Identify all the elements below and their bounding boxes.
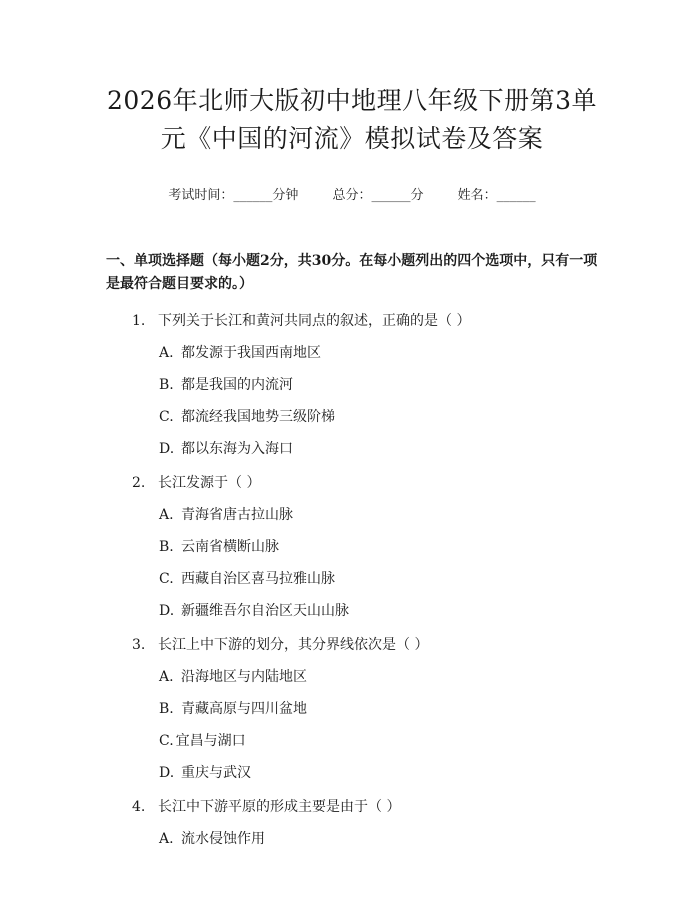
option-2b bbox=[159, 538, 600, 556]
option-label: B. bbox=[159, 377, 174, 393]
option-text: 宜昌与湖口 bbox=[175, 733, 246, 749]
total-score: 总分：______分 bbox=[332, 188, 424, 203]
question-number: 3. bbox=[132, 637, 146, 653]
option-3c bbox=[159, 732, 600, 750]
option-1d bbox=[159, 440, 600, 458]
option-label: A. bbox=[159, 507, 174, 523]
question-text: 长江中下游平原的形成主要是由于（ ） bbox=[158, 799, 401, 815]
option-label: D. bbox=[159, 441, 175, 457]
option-label: A. bbox=[159, 831, 174, 847]
option-label: A. bbox=[159, 345, 174, 361]
option-3a bbox=[159, 668, 600, 686]
question-1 bbox=[132, 312, 600, 330]
option-text: 青海省唐古拉山脉 bbox=[181, 507, 293, 523]
question-4 bbox=[132, 798, 600, 816]
option-4a bbox=[159, 830, 600, 848]
option-label: C. bbox=[159, 409, 174, 425]
question-3 bbox=[132, 636, 600, 654]
option-2a bbox=[159, 506, 600, 524]
option-label: D. bbox=[159, 765, 175, 781]
exam-time: 考试时间：______分钟 bbox=[168, 188, 299, 203]
option-3b bbox=[159, 700, 600, 718]
question-text: 长江上中下游的划分，其分界线依次是（ ） bbox=[158, 637, 429, 653]
question-number: 4. bbox=[132, 799, 146, 815]
option-label: B. bbox=[159, 701, 174, 717]
option-2c bbox=[159, 570, 600, 588]
question-text: 长江发源于（ ） bbox=[158, 475, 261, 491]
question-text: 下列关于长江和黄河共同点的叙述，正确的是（ ） bbox=[158, 313, 471, 329]
option-text: 都发源于我国西南地区 bbox=[181, 345, 321, 361]
option-1b bbox=[159, 376, 600, 394]
option-text: 都流经我国地势三级阶梯 bbox=[181, 409, 335, 425]
option-text: 西藏自治区喜马拉雅山脉 bbox=[181, 571, 335, 587]
option-label: B. bbox=[159, 539, 174, 555]
question-number: 1. bbox=[132, 313, 146, 329]
option-text: 新疆维吾尔自治区天山山脉 bbox=[181, 603, 349, 619]
option-text: 重庆与武汉 bbox=[181, 765, 251, 781]
option-text: 流水侵蚀作用 bbox=[181, 831, 265, 847]
page-title bbox=[104, 82, 600, 158]
option-label: C. bbox=[159, 571, 174, 587]
title-line-1: 2026年北师大版初中地理八年级下册第3单 bbox=[106, 86, 598, 115]
option-text: 都是我国的内流河 bbox=[181, 377, 293, 393]
question-number: 2. bbox=[132, 475, 146, 491]
option-text: 青藏高原与四川盆地 bbox=[181, 701, 307, 717]
option-label: A. bbox=[159, 669, 174, 685]
option-label: D. bbox=[159, 603, 175, 619]
option-1a bbox=[159, 344, 600, 362]
option-label: C. bbox=[159, 733, 174, 749]
section-heading: 一、单项选择题（每小题2分，共30分。在每小题列出的四个选项中，只有一项是最符合题目要求的。） bbox=[106, 253, 598, 292]
question-2 bbox=[132, 474, 600, 492]
option-text: 云南省横断山脉 bbox=[181, 539, 279, 555]
title-line-2: 元《中国的河流》模拟试卷及答案 bbox=[160, 124, 544, 153]
option-3d bbox=[159, 764, 600, 782]
option-text: 沿海地区与内陆地区 bbox=[181, 669, 307, 685]
option-1c bbox=[159, 408, 600, 426]
option-2d bbox=[159, 602, 600, 620]
option-text: 都以东海为入海口 bbox=[181, 441, 293, 457]
exam-meta bbox=[104, 184, 600, 203]
student-name: 姓名：______ bbox=[457, 188, 536, 203]
